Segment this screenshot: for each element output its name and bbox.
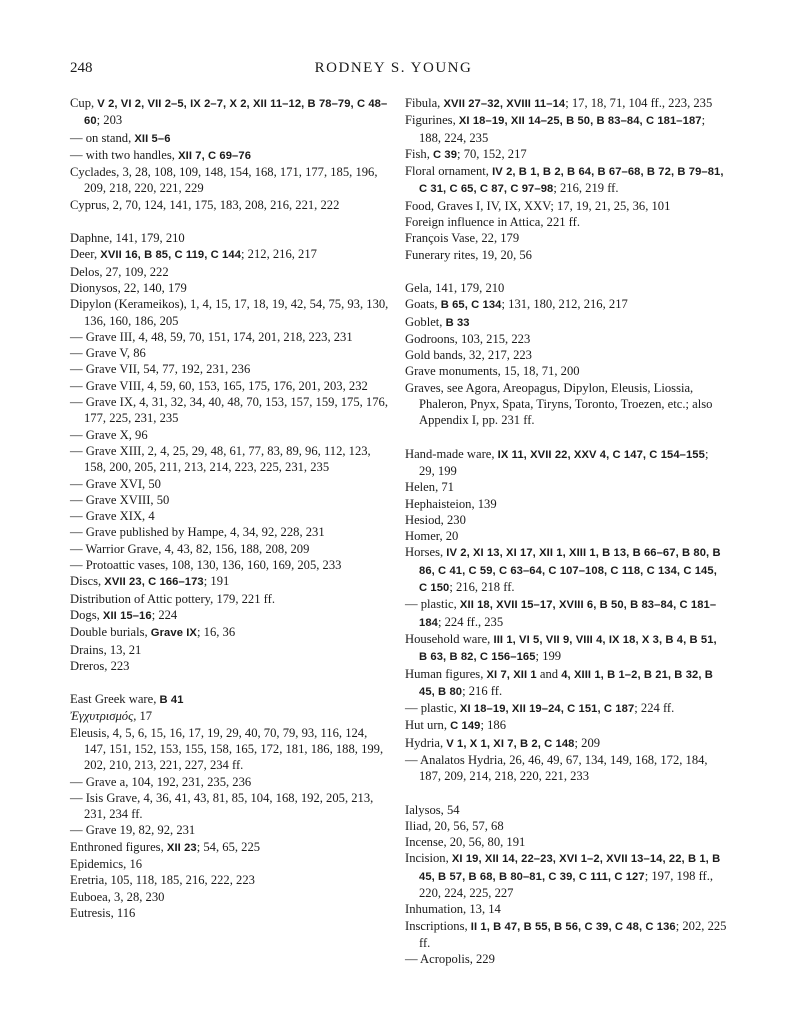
- index-entry: [70, 443, 392, 476]
- bold-reference: XI 18–19, XII 19–24, C 151, C 187: [459, 703, 635, 716]
- entry-text: Dipylon (Kerameikos), 1, 4, 15, 17, 18, 19, 42, 54, 75, 93, 130, 136, 160, 186, 205: [70, 297, 389, 328]
- bold-reference: XVII 27–32, XVIII 11–14: [443, 98, 566, 110]
- entry-text: ; 216, 218 ff.: [449, 580, 515, 595]
- bold-reference: XI 19, XII 14, 22–23, XVI 1–2, XVII 13–14, 22, B 1, B 45, B 57, B 68, B 80–81, C 39, C 111, C 127: [419, 853, 721, 883]
- entry-text: — Grave a, 104, 192, 231, 235, 236: [70, 774, 252, 789]
- entry-text: Household ware,: [405, 631, 494, 646]
- entry-text: ; 188, 224, 235: [419, 113, 706, 145]
- entry-text: — Acropolis, 229: [405, 952, 495, 967]
- entry-text: — plastic,: [405, 701, 460, 716]
- index-entry: [70, 130, 392, 147]
- entry-text: Figurines,: [405, 113, 459, 128]
- entry-text: — Grave XIII, 2, 4, 25, 29, 48, 61, 77, 83, 89, 96, 112, 123, 158, 200, 205, 211, 213, 214, 223, 225, 231, 235: [70, 443, 371, 475]
- entry-text: ; 16, 36: [197, 625, 236, 640]
- index-entry: [405, 528, 727, 544]
- index-entry: [70, 725, 392, 774]
- entry-text: ; 29, 199: [419, 446, 709, 478]
- index-entry: [70, 557, 392, 573]
- entry-text: Enthroned figures,: [70, 839, 167, 854]
- entry-text: — Warrior Grave, 4, 43, 82, 156, 188, 208, 209: [70, 541, 310, 556]
- bold-reference: C 149: [450, 720, 481, 733]
- index-entry: [70, 708, 392, 724]
- index-entry: [405, 95, 727, 112]
- entry-text: Inscriptions,: [405, 918, 471, 933]
- bold-reference: B 41: [159, 694, 184, 707]
- bold-reference: XII 5–6: [134, 132, 171, 145]
- index-entry: [70, 197, 392, 213]
- entry-text: ; 17, 18, 71, 104 ff., 223, 235: [565, 96, 713, 110]
- entry-text: — Isis Grave, 4, 36, 41, 43, 81, 85, 104, 168, 192, 205, 213, 231, 234 ff.: [70, 790, 374, 822]
- entry-text: ; 131, 180, 212, 216, 217: [501, 297, 628, 312]
- entry-text: — Grave X, 96: [70, 427, 148, 442]
- entry-text: ; 202, 225 ff.: [419, 918, 727, 950]
- entry-text: — Protoattic vases, 108, 130, 136, 160, 169, 205, 233: [70, 558, 342, 573]
- entry-text: — Grave XVIII, 50: [70, 492, 170, 507]
- page-number: 248: [70, 60, 93, 76]
- entry-text: Dogs,: [70, 607, 103, 622]
- index-entry: [405, 834, 727, 850]
- entry-text: Hut urn,: [405, 718, 451, 733]
- index-entry: [70, 230, 392, 246]
- index-entry: [405, 214, 727, 230]
- bold-reference: V 2, VI 2, VII 2–5, IX 2–7, X 2, XII 11–12, B 78–79, C 48–60: [84, 98, 388, 128]
- entry-text: ; 203: [96, 113, 123, 128]
- index-entry: [405, 347, 727, 363]
- index-entry: [405, 198, 727, 214]
- index-entry: [405, 735, 727, 752]
- entry-text: — Analatos Hydria, 26, 46, 49, 67, 134, 149, 168, 172, 184, 187, 209, 214, 218, 220, 221, 233: [405, 752, 708, 784]
- entry-text: Homer, 20: [405, 529, 459, 544]
- bold-reference: Grave IX: [150, 627, 197, 640]
- entry-text: ; 199: [535, 649, 562, 664]
- entry-text: — on stand,: [70, 130, 135, 145]
- index-entry: [70, 642, 392, 658]
- index-entry: [405, 314, 727, 331]
- index-entry: [70, 872, 392, 888]
- entry-text: ; 224 ff.: [634, 701, 675, 716]
- entry-text: ; 212, 216, 217: [241, 247, 317, 262]
- running-title: RODNEY S. YOUNG: [314, 60, 473, 76]
- bold-reference: XVII 23, C 166–173: [104, 576, 204, 589]
- entry-text: ; 191: [203, 574, 230, 589]
- entry-text: Hephaisteion, 139: [405, 496, 497, 511]
- entry-text: Daphne, 141, 179, 210: [70, 231, 185, 246]
- entry-text: ; 216 ff.: [462, 683, 503, 698]
- index-entry: [405, 631, 727, 666]
- entry-text: — Grave XVI, 50: [70, 476, 161, 491]
- bold-reference: B 33: [445, 316, 470, 329]
- section-gap: [70, 674, 392, 691]
- index-entry: [70, 361, 392, 377]
- entry-text: Foreign influence in Attica, 221 ff.: [405, 215, 580, 230]
- entry-text: Goats,: [405, 297, 441, 312]
- index-entry: [70, 856, 392, 872]
- index-entry: [405, 112, 727, 146]
- entry-text: Fish,: [405, 146, 433, 161]
- bold-reference: XII 15–16: [102, 609, 152, 622]
- index-entry: [405, 918, 727, 952]
- index-entry: [70, 246, 392, 263]
- entry-text: Gela, 141, 179, 210: [405, 280, 505, 295]
- entry-text: ; 224 ff., 235: [437, 614, 504, 629]
- entry-text: Hand-made ware,: [405, 446, 498, 461]
- entry-text: ; 54, 65, 225: [196, 839, 261, 854]
- entry-text: Inhumation, 13, 14: [405, 902, 501, 917]
- entry-text: Cup,: [70, 96, 98, 110]
- index-entry: [405, 479, 727, 495]
- entry-text: Cyprus, 2, 70, 124, 141, 175, 183, 208, 216, 221, 222: [70, 197, 340, 212]
- index-entry: [405, 230, 727, 246]
- index-entry: [70, 889, 392, 905]
- entry-text: Helen, 71: [405, 480, 454, 495]
- entry-text: Fibula,: [405, 96, 444, 110]
- index-entry: [70, 264, 392, 280]
- index-entry: [405, 296, 727, 313]
- index-entry: [70, 147, 392, 164]
- bold-reference: 4, XIII 1, B 1–2, B 21, B 32, B 45, B 80: [419, 668, 713, 698]
- index-entry: [405, 951, 727, 967]
- bold-reference: C 39: [433, 148, 458, 161]
- index-entry: [405, 544, 727, 596]
- index-entry: [405, 446, 727, 480]
- bold-reference: V 1, X 1, XI 7, B 2, C 148: [446, 737, 575, 750]
- section-gap: [405, 785, 727, 802]
- entry-text: ; 70, 152, 217: [457, 146, 527, 161]
- bold-reference: IV 2, B 1, B 2, B 64, B 67–68, B 72, B 79–81, C 31, C 65, C 87, C 97–98: [419, 166, 724, 196]
- index-entry: [70, 394, 392, 427]
- section-gap: [70, 213, 392, 230]
- index-entry: [70, 774, 392, 790]
- index-entry: [70, 591, 392, 607]
- entry-text: Human figures,: [405, 666, 487, 681]
- entry-text: — Grave IX, 4, 31, 32, 34, 40, 48, 70, 153, 157, 159, 175, 176, 177, 225, 231, 235: [70, 395, 388, 426]
- entry-text: — Grave VII, 54, 77, 192, 231, 236: [70, 362, 251, 377]
- bold-reference: IX 11, XVII 22, XXV 4, C 147, C 154–155: [497, 448, 705, 461]
- index-entry: [405, 850, 727, 901]
- index-entry: [70, 607, 392, 624]
- entry-text: Deer,: [70, 247, 101, 262]
- entry-text: ; 186: [480, 718, 507, 733]
- bold-reference: XII 23: [166, 841, 197, 854]
- index-entry: [70, 905, 392, 921]
- entry-text: Funerary rites, 19, 20, 56: [405, 247, 532, 262]
- entry-text: Gold bands, 32, 217, 223: [405, 348, 532, 363]
- entry-text: Eutresis, 116: [70, 905, 136, 920]
- index-entry: [70, 658, 392, 674]
- index-entry: [70, 427, 392, 443]
- entry-text: Godroons, 103, 215, 223: [405, 331, 531, 346]
- entry-text: Discs,: [70, 574, 105, 589]
- entry-text: ; 197, 198 ff., 220, 224, 225, 227: [419, 868, 714, 901]
- entry-text: — plastic,: [405, 597, 460, 612]
- index-entry: [70, 296, 392, 329]
- entry-text: Double burials,: [70, 625, 151, 640]
- bold-reference: III 1, VI 5, VII 9, VIII 4, IX 18, X 3, B 4, B 51, B 63, B 82, C 156–165: [419, 633, 717, 664]
- index-entry: [70, 280, 392, 296]
- entry-text: Distribution of Attic pottery, 179, 221 ff.: [70, 591, 275, 606]
- entry-text: Incense, 20, 56, 80, 191: [405, 835, 526, 850]
- index-entry: [405, 512, 727, 528]
- index-entry: [405, 596, 727, 631]
- entry-text: Hydria,: [405, 735, 447, 750]
- entry-text: — Grave V, 86: [70, 346, 146, 361]
- bold-reference: XVII 16, B 85, C 119, C 144: [100, 249, 242, 262]
- index-entry: [405, 666, 727, 701]
- entry-text: — Grave published by Hampe, 4, 34, 92, 228, 231: [70, 525, 325, 540]
- index-entry: [70, 624, 392, 641]
- entry-text: Goblet,: [405, 314, 446, 329]
- index-entry: [405, 818, 727, 834]
- entry-text: Incision,: [405, 851, 452, 866]
- entry-text: Delos, 27, 109, 222: [70, 264, 169, 279]
- italic-term: Ἐγχυτρισμός: [70, 709, 134, 724]
- entry-text: Euboea, 3, 28, 230: [70, 889, 165, 904]
- index-entry: [405, 163, 727, 198]
- index-entry: [405, 901, 727, 917]
- section-gap: [405, 429, 727, 446]
- index-entry: [70, 508, 392, 524]
- index-entry: [70, 541, 392, 557]
- entry-text: Horses,: [405, 545, 447, 560]
- index-entry: [70, 790, 392, 823]
- entry-text: François Vase, 22, 179: [405, 231, 520, 246]
- index-entry: [405, 700, 727, 717]
- entry-text: Dreros, 223: [70, 658, 130, 673]
- index-entry: [70, 345, 392, 361]
- bold-reference: II 1, B 47, B 55, B 56, C 39, C 48, C 136: [470, 920, 676, 933]
- entry-text: Hesiod, 230: [405, 512, 466, 527]
- entry-text: — with two handles,: [70, 147, 179, 162]
- index-entry: [405, 146, 727, 163]
- entry-text: Eleusis, 4, 5, 6, 15, 16, 17, 19, 29, 40, 70, 79, 93, 116, 124, 147, 151, 152, 153, 155, 158, 165, 172, 181, 186, 188, 199, 202, 210, 213, 221, 227, 234 ff.: [70, 725, 384, 773]
- entry-text: East Greek ware,: [70, 692, 160, 707]
- index-entry: [405, 802, 727, 818]
- index-entry: [405, 280, 727, 296]
- entry-text: — Grave XIX, 4: [70, 509, 155, 524]
- entry-text: ; 224: [151, 607, 178, 622]
- index-entry: [70, 524, 392, 540]
- index-entry: [70, 573, 392, 590]
- index-entry: [405, 717, 727, 734]
- bold-reference: B 65, C 134: [440, 299, 502, 312]
- entry-text: Eretria, 105, 118, 185, 216, 222, 223: [70, 873, 255, 888]
- entry-text: Floral ornament,: [405, 164, 493, 179]
- index-entry: [70, 329, 392, 345]
- entry-text: Graves, see Agora, Areopagus, Dipylon, Eleusis, Liossia, Phaleron, Pnyx, Spata, Tiryns, Toronto, Troezen, etc.; also Appendix I, pp. 231 ff.: [405, 380, 713, 428]
- entry-text: Cyclades, 3, 28, 108, 109, 148, 154, 168, 171, 177, 185, 196, 209, 218, 220, 221, 229: [70, 165, 378, 196]
- bold-reference: XII 7, C 69–76: [178, 149, 252, 162]
- entry-text: Grave monuments, 15, 18, 71, 200: [405, 364, 580, 379]
- entry-text: Ialysos, 54: [405, 802, 460, 817]
- entry-text: ; 216, 219 ff.: [553, 181, 619, 196]
- index-entry: [70, 822, 392, 838]
- entry-text: ; 209: [574, 735, 601, 750]
- index-column-right: [405, 95, 727, 968]
- entry-text: Food, Graves I, IV, IX, XXV; 17, 19, 21, 25, 36, 101: [405, 198, 671, 213]
- index-entry: [405, 363, 727, 379]
- entry-text: , 17: [133, 709, 153, 724]
- entry-text: Drains, 13, 21: [70, 642, 142, 657]
- index-entry: [405, 752, 727, 785]
- entry-text: Dionysos, 22, 140, 179: [70, 280, 187, 295]
- index-entry: [70, 492, 392, 508]
- index-entry: [405, 380, 727, 429]
- bold-reference: XII 18, XVII 15–17, XVIII 6, B 50, B 83–84, C 181–184: [419, 599, 717, 629]
- index-entry: [70, 378, 392, 394]
- index-entry: [405, 331, 727, 347]
- entry-text: — Grave III, 4, 48, 59, 70, 151, 174, 201, 218, 223, 231: [70, 329, 353, 344]
- entry-text: and: [536, 666, 562, 681]
- bold-reference: XI 18–19, XII 14–25, B 50, B 83–84, C 181–187: [458, 115, 702, 128]
- index-entry: [70, 164, 392, 197]
- index-entry: [405, 247, 727, 263]
- index-entry: [70, 95, 392, 130]
- bold-reference: XI 7, XII 1: [486, 668, 537, 681]
- index-entry: [405, 496, 727, 512]
- bold-reference: IV 2, XI 13, XI 17, XII 1, XIII 1, B 13, B 66–67, B 80, B 86, C 41, C 59, C 63–64, C 107–108, C 118, C 134, C 145, C 150: [419, 547, 721, 595]
- section-gap: [405, 263, 727, 280]
- index-entry: [70, 476, 392, 492]
- index-column-left: [70, 95, 392, 921]
- entry-text: Epidemics, 16: [70, 857, 143, 872]
- entry-text: — Grave 19, 82, 92, 231: [70, 823, 196, 838]
- entry-text: Iliad, 20, 56, 57, 68: [405, 818, 504, 833]
- index-entry: [70, 839, 392, 856]
- index-entry: [70, 691, 392, 708]
- entry-text: — Grave VIII, 4, 59, 60, 153, 165, 175, 176, 201, 203, 232: [70, 378, 368, 393]
